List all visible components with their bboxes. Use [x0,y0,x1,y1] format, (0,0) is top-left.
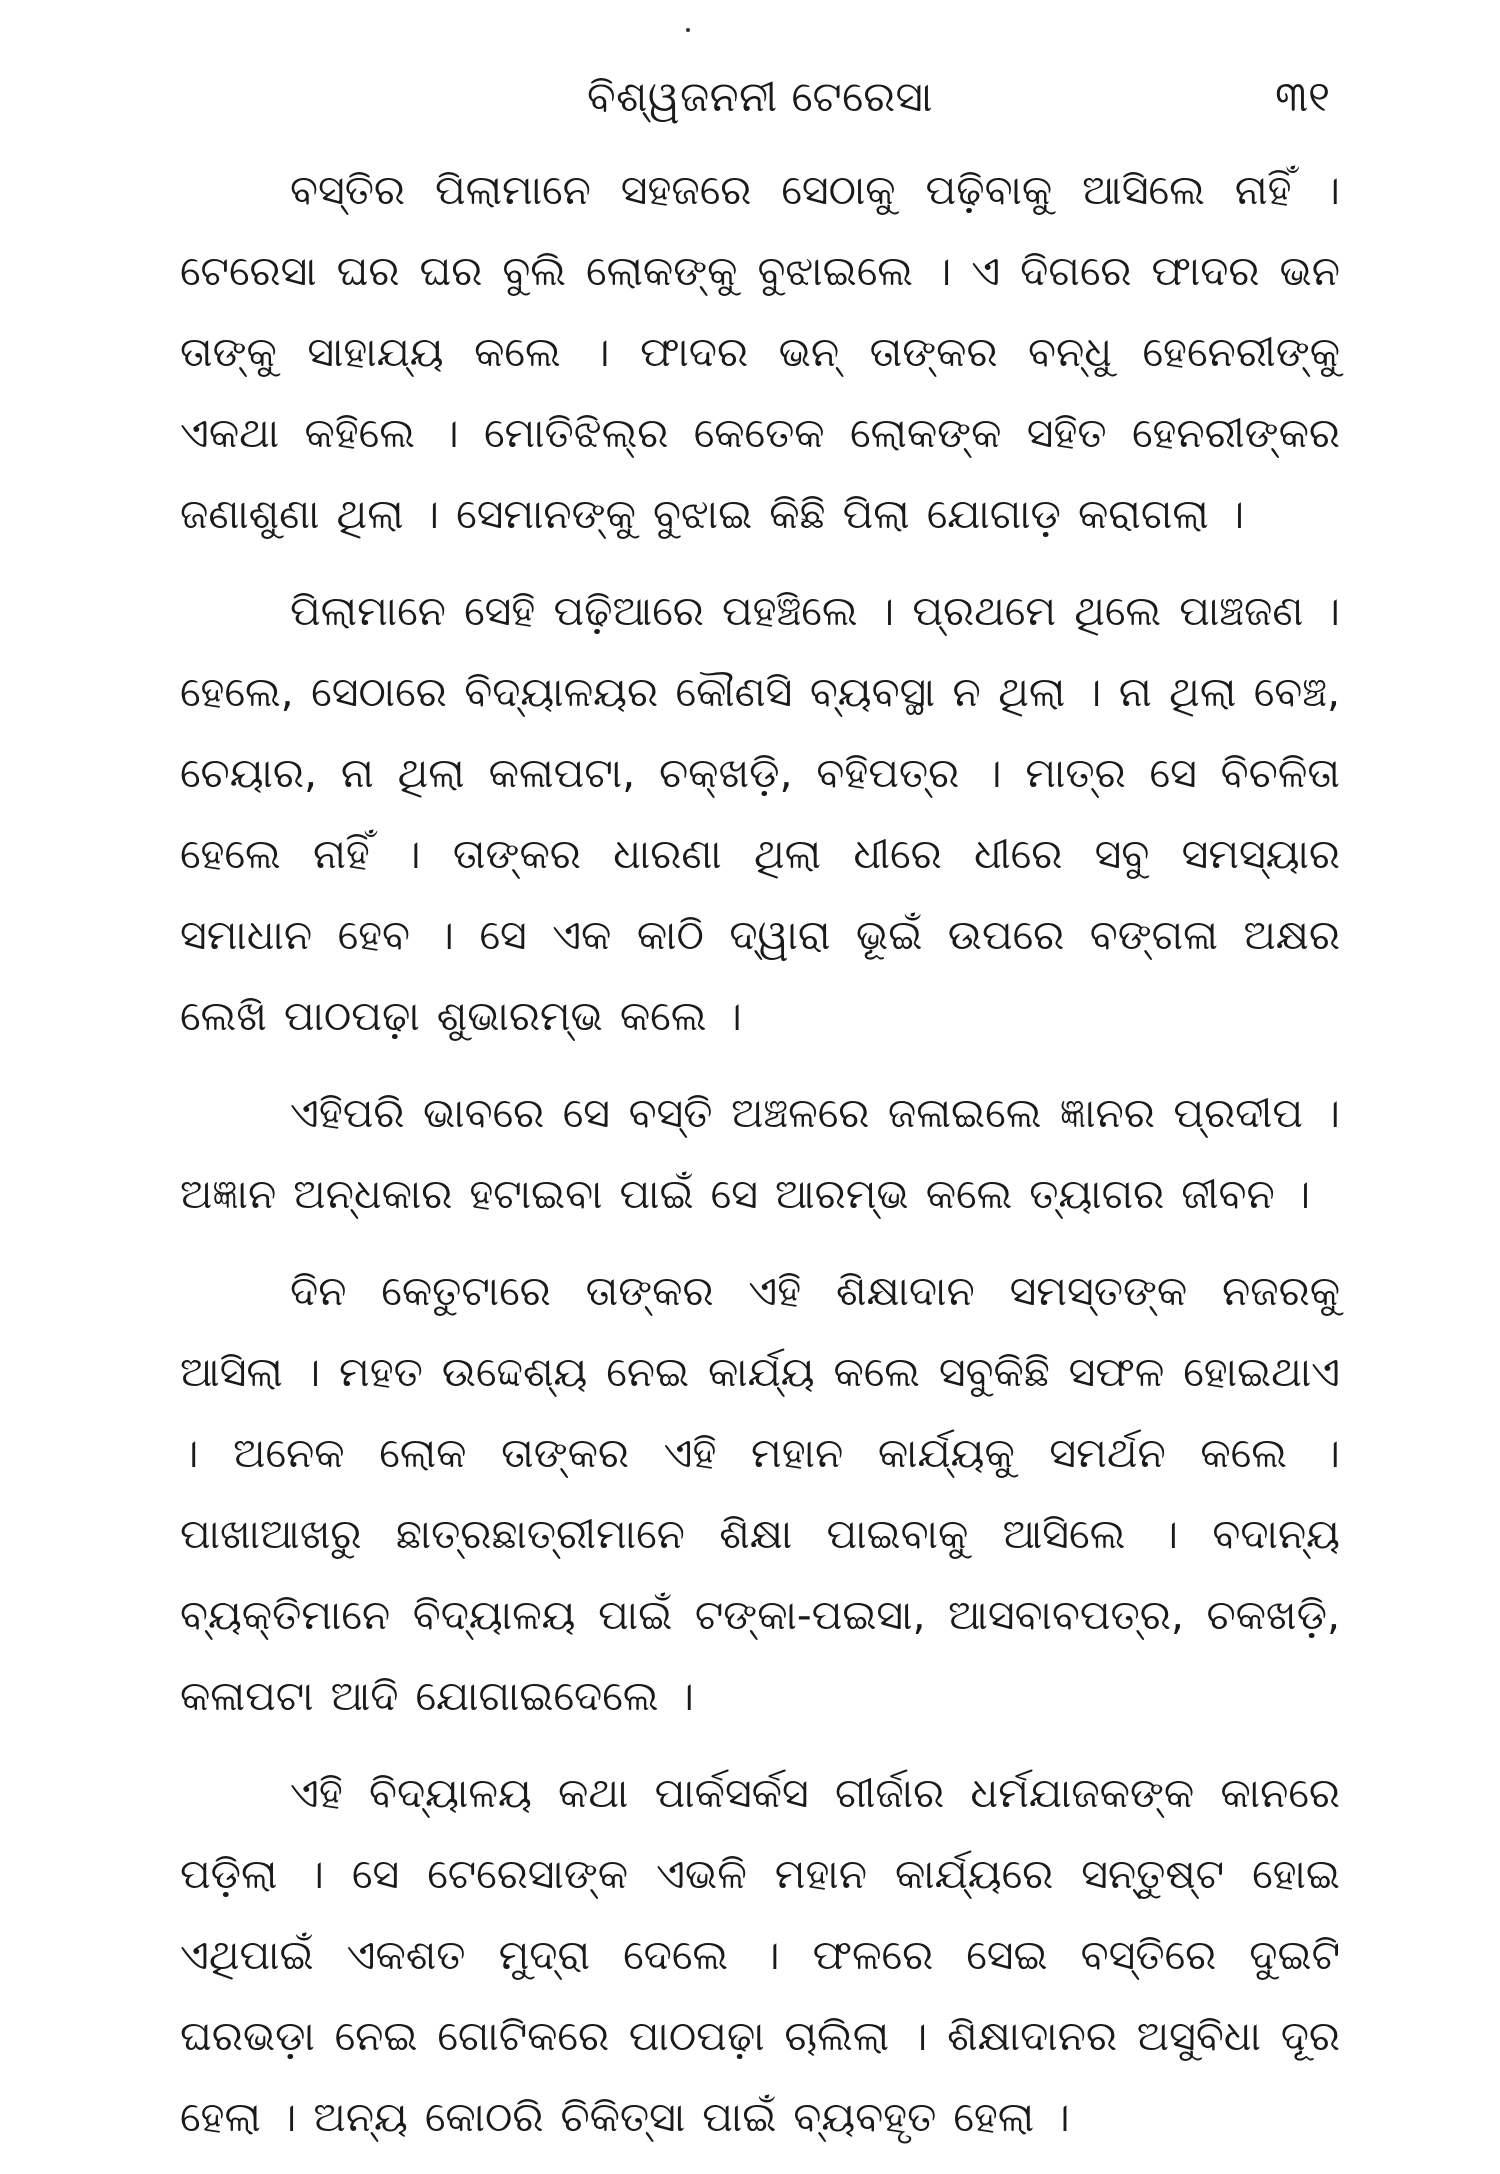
paragraph-2: ପିଲାମାନେ ସେହି ପଢ଼ିଆରେ ପହଞ୍ଚିଲେ । ପ୍ରଥମେ ଥିଲେ ପାଞ୍ଚଜଣ । ହେଲେ, ସେଠାରେ ବିଦ୍ୟାଳୟର କୌଣସି ବ୍ୟବସ୍ଥା ନ ଥିଲା । ନା ଥିଲା ବେଞ୍ଚ, ଚେୟାର, ନା ଥିଲା କଳାପଟା, ଚକ୍‌ଖଡ଼ି, ବହିପତ୍ର । ମାତ୍ର ସେ ବିଚଳିତା ହେଲେ ନାହିଁ । ତାଙ୍କର ଧାରଣା ଥିଲା ଧୀରେ ଧୀରେ ସବୁ ସମସ୍ୟାର ସମାଧାନ ହେବ । ସେ ଏକ କାଠି ଦ୍ୱାରା ଭୂଇଁ ଉପରେ ବଙ୍ଗଳା ଅକ୍ଷର ଲେଖି ପାଠପଢ଼ା ଶୁଭାରମ୍ଭ କଲେ । [180,587,1340,1040]
body-text [180,150,1340,2174]
paragraph-4: ଦିନ କେତୁଟାରେ ତାଙ୍କର ଏହି ଶିକ୍ଷାଦାନ ସମସ୍ତଙ୍କ ନଜରକୁ ଆସିଲା । ମହତ ଉଦ୍ଦେଶ୍ୟ ନେଇ କାର୍ଯ୍ୟ କଲେ ସବୁକିଛି ସଫଳ ହୋଇଥାଏ । ଅନେକ ଲୋକ ତାଙ୍କର ଏହି ମହାନ କାର୍ଯ୍ୟକୁ ସମର୍ଥନ କଲେ । ପାଖାଆଖରୁ ଛାତ୍ରଛାତ୍ରୀମାନେ ଶିକ୍ଷା ପାଇବାକୁ ଆସିଲେ । ବଦାନ୍ୟ ବ୍ୟକ୍ତିମାନେ ବିଦ୍ୟାଳୟ ପାଇଁ ଟଙ୍କା-ପଇସା, ଆସବାବପତ୍ର, ଚକଖଡ଼ି, କଳାପଟା ଆଦି ଯୋଗାଇଦେଲେ । [180,1267,1340,1720]
paragraph-3: ଏହିପରି ଭାବରେ ସେ ବସ୍ତି ଅଞ୍ଚଳରେ ଜଳାଇଲେ ଜ୍ଞାନର ପ୍ରଦୀପ । ଅଜ୍ଞାନ ଅନ୍ଧକାର ହଟାଇବା ପାଇଁ ସେ ଆରମ୍ଭ କଲେ ତ୍ୟାଗର ଜୀବନ । [180,1089,1340,1218]
running-title: ବିଶ୍ୱଜନନୀ ଟେରେସା [587,72,933,121]
page-header [180,62,1340,132]
paragraph-5: ଏହି ବିଦ୍ୟାଳୟ କଥା ପାର୍କସର୍କସ ଗୀର୍ଜାର ଧର୍ମଯାଜକଙ୍କ କାନରେ ପଡ଼ିଲା । ସେ ଟେରେସାଙ୍କ ଏଭଳି ମହାନ କାର୍ଯ୍ୟରେ ସନ୍ତୁଷ୍ଟ ହୋଇ ଏଥିପାଇଁ ଏକଶତ ମୁଦ୍ରା ଦେଲେ । ଫଳରେ ସେଇ ବସ୍ତିରେ ଦୁଇଟି ଘରଭଡ଼ା ନେଇ ଗୋଟିକରେ ପାଠପଢ଼ା ଚାଲିଲା । ଶିକ୍ଷାଦାନର ଅସୁବିଧା ଦୂର ହେଲା । ଅନ୍ୟ କୋଠରି ଚିକିତ୍ସା ପାଇଁ ବ୍ୟବହୃତ ହେଲା । [180,1769,1340,2141]
paragraph-1: ବସ୍ତିର ପିଲାମାନେ ସହଜରେ ସେଠାକୁ ପଢ଼ିବାକୁ ଆସିଲେ ନାହିଁ । ଟେରେସା ଘର ଘର ବୁଲି ଲୋକଙ୍କୁ ବୁଝାଇଲେ । ଏ ଦିଗରେ ଫାଦର ଭନ ତାଙ୍କୁ ସାହାଯ୍ୟ କଲେ । ଫାଦର ଭନ୍ ତାଙ୍କର ବନ୍ଧୁ ହେନେରୀଙ୍କୁ ଏକଥା କହିଲେ । ମୋତିଝିଲ୍‌ର କେତେକ ଲୋକଙ୍କ ସହିତ ହେନରୀଙ୍କର ଜଣାଶୁଣା ଥିଲା । ସେମାନଙ୍କୁ ବୁଝାଇ କିଛି ପିଲା ଯୋଗାଡ଼ କରାଗଲା । [180,166,1340,538]
print-speck [686,28,690,32]
page-number: ୩୧ [1275,72,1330,121]
